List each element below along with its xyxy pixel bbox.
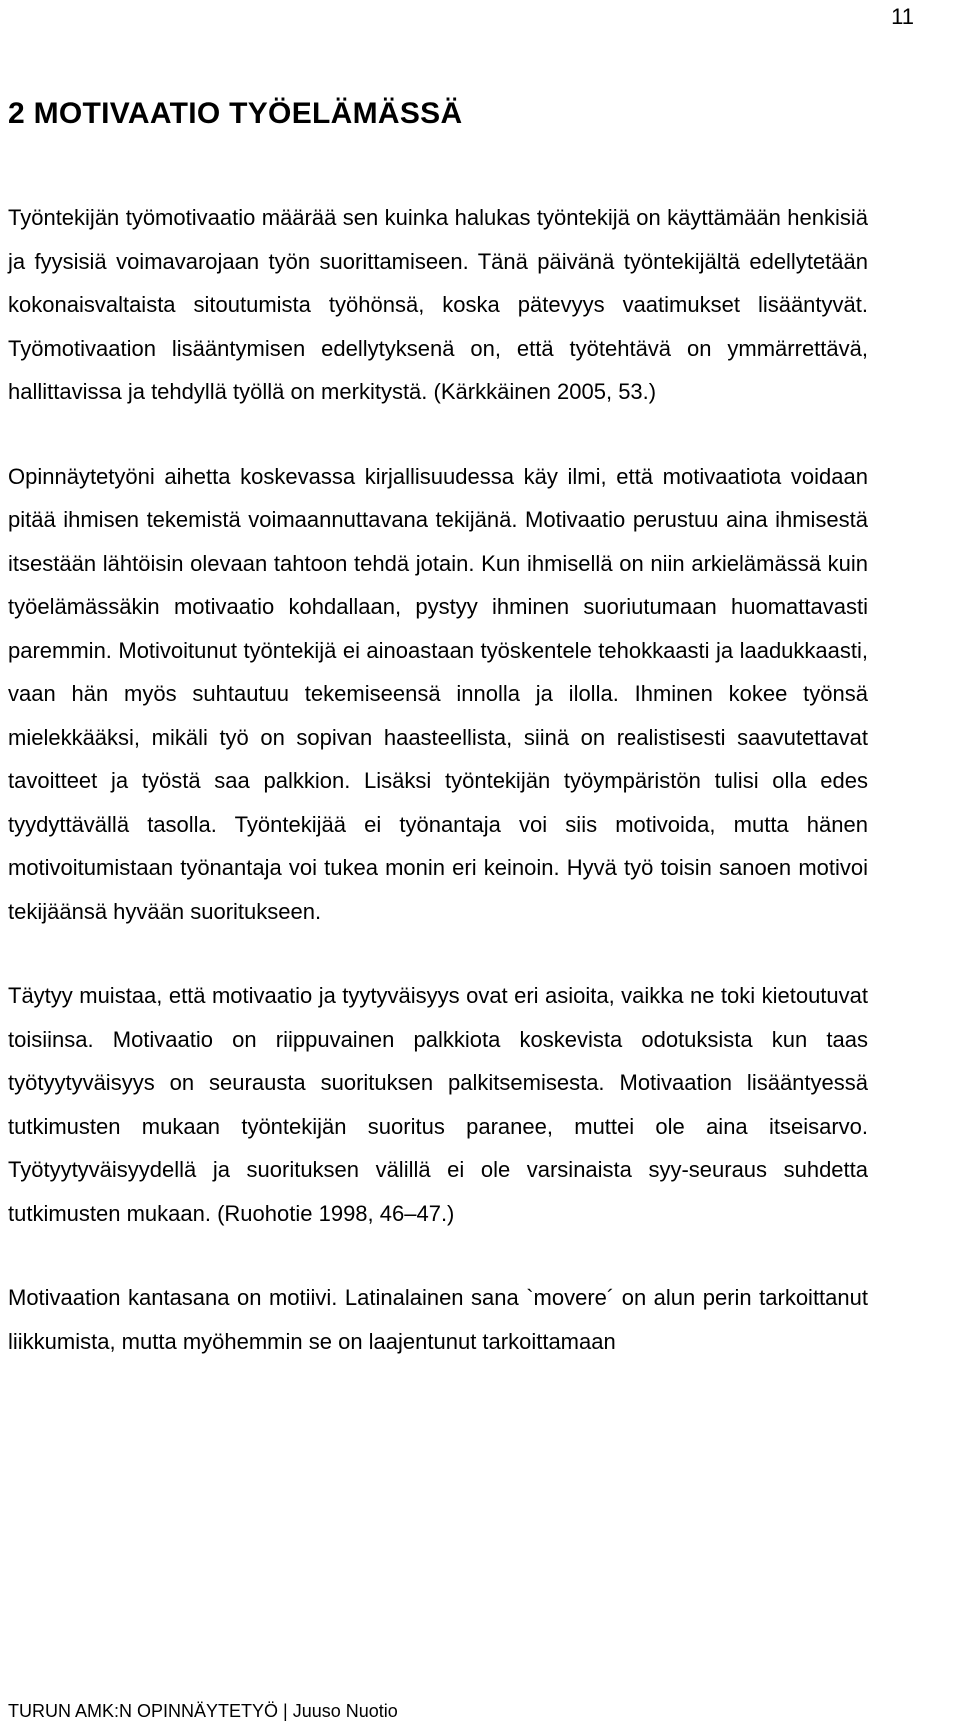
paragraph-4: Motivaation kantasana on motiivi. Latinalainen sana `movere´ on alun perin tarkoittanut liikkumista, mutta myöhemmin se on laajentunut tarkoittamaan [8, 1285, 868, 1354]
paragraph-2: Opinnäytetyöni aihetta koskevassa kirjallisuudessa käy ilmi, että motivaatiota voidaan pitää ihmisen tekemistä voimaannuttavana tekijänä. Motivaatio perustuu aina ihmisestä itsestään lähtöisin olevaan tahtoon tehdä jotain. Kun ihmisellä on niin arkielämässä kuin työelämässäkin motivaatio kohdallaan, pystyy ihminen suoriutumaan huomattavasti paremmin. Motivoitunut työntekijä ei ainoastaan työskentele tehokkaasti ja laadukkaasti, vaan hän myös suhtautuu tekemiseensä innolla ja ilolla. Ihminen kokee työnsä mielekkääksi, mikäli työ on sopivan haasteellista, siinä on realistisesti saavutettavat tavoitteet ja työstä saa palkkion. Lisäksi työntekijän työympäristön tulisi olla edes tyydyttävällä tasolla. Työntekijää ei työnantaja voi siis motivoida, mutta hänen motivoitumistaan työnantaja voi tukea monin eri keinoin. Hyvä työ toisin sanoen motivoi tekijäänsä hyvään suoritukseen. [8, 463, 868, 924]
paragraph-1: Työntekijän työmotivaatio määrää sen kuinka halukas työntekijä on käyttämään henkisiä ja fyysisiä voimavarojaan työn suorittamiseen. Tänä päivänä työntekijältä edellytetään kokonaisvaltaista sitoutumista työhönsä, koska pätevyys vaatimukset lisääntyvät. Työmotivaation lisääntymisen edellytyksenä on, että työtehtävä on ymmärrettävä, hallittavissa ja tehdyllä työllä on merkitystä. (Kärkkäinen 2005, 53.) [8, 205, 868, 404]
body-text [8, 196, 868, 1404]
page-footer: TURUN AMK:N OPINNÄYTETYÖ | Juuso Nuotio [8, 1701, 398, 1721]
chapter-heading: 2 MOTIVAATIO TYÖELÄMÄSSÄ [8, 97, 463, 130]
page-number: 11 [891, 4, 914, 29]
paragraph-3: Täytyy muistaa, että motivaatio ja tyytyväisyys ovat eri asioita, vaikka ne toki kietoutuvat toisiinsa. Motivaatio on riippuvainen palkkiota koskevista odotuksista kun taas työtyytyväisyys on seurausta suorituksen palkitsemisesta. Motivaation lisääntyessä tutkimusten mukaan työntekijän suoritus paranee, muttei ole aina itseisarvo. Työtyytyväisyydellä ja suorituksen välillä ei ole varsinaista syy-seuraus suhdetta tutkimusten mukaan. (Ruohotie 1998, 46–47.) [8, 983, 868, 1226]
